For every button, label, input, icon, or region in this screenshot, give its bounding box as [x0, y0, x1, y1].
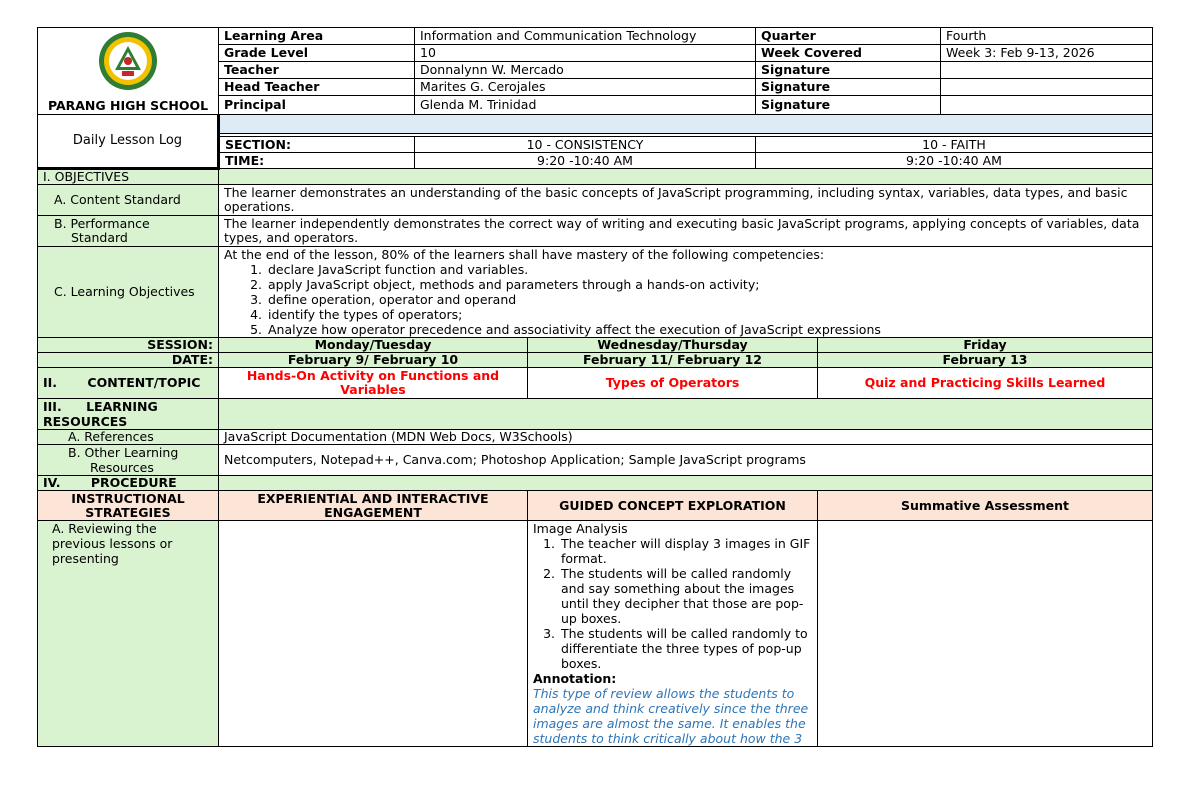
references-label: A. References	[38, 430, 219, 445]
procedure-label	[38, 476, 219, 491]
performance-label-line2: Standard	[71, 230, 128, 245]
topic-functions-variables: Hands-On Activity on Functions and Variables	[219, 368, 528, 399]
signature-principal-field	[941, 96, 1153, 115]
learning-resources-line1: LEARNING	[86, 399, 158, 414]
annotation-label: Annotation:	[533, 671, 617, 686]
guided-step-item: 3. The students will be called randomly to differentiate the three types of pop-up boxes.	[559, 626, 812, 671]
other-resources-line1: B. Other Learning	[68, 445, 179, 460]
time-label: TIME:	[219, 153, 415, 169]
lesson-log-table	[37, 27, 1153, 747]
guided-step-item: 1. The teacher will display 3 images in GIF format.	[559, 536, 812, 566]
content-topic-label	[38, 368, 219, 399]
learning-objective-item: 3. define operation, operator and operand	[266, 292, 1147, 307]
header-value-head-teacher: Marites G. Cerojales	[415, 79, 756, 96]
topic-types-of-operators: Types of Operators	[528, 368, 818, 399]
procedure-text: PROCEDURE	[90, 475, 177, 490]
learning-resources-label	[38, 399, 219, 430]
guided-cell-a	[528, 521, 818, 747]
date-friday: February 13	[818, 353, 1153, 368]
header-value-quarter: Fourth	[941, 28, 1153, 45]
guided-step-item: 2. The students will be called randomly and say something about the images until they decipher that those are pop-up boxes.	[559, 566, 812, 626]
performance-standard-label	[38, 216, 219, 247]
lesson-log-page	[37, 27, 1152, 747]
time-value-consistency: 9:20 -10:40 AM	[415, 153, 756, 169]
annotation-text: This type of review allows the students to analyze and think creatively since the three images are almost the same. It enables the students to think critically about how the 3	[533, 686, 809, 746]
school-name: PARANG HIGH SCHOOL	[47, 97, 209, 113]
content-standard-label: A. Content Standard	[38, 185, 219, 216]
content-standard-text: The learner demonstrates an understanding of the basic concepts of JavaScript programming, including syntax, variables, data types, and basic operations.	[219, 185, 1153, 216]
date-label: DATE:	[38, 353, 219, 368]
header-value-principal: Glenda M. Trinidad	[415, 96, 756, 115]
experiential-cell-a	[219, 521, 528, 747]
experiential-engagement-header: EXPERIENTIAL AND INTERACTIVE ENGAGEMENT	[219, 491, 528, 521]
section-label: SECTION:	[219, 137, 415, 153]
summative-cell-a	[818, 521, 1153, 747]
header-label-signature-teacher: Signature	[756, 62, 941, 79]
time-value-faith: 9:20 -10:40 AM	[756, 153, 1153, 169]
header-label-grade-level: Grade Level	[219, 45, 415, 62]
date-monday-tuesday: February 9/ February 10	[219, 353, 528, 368]
other-resources-line2: Resources	[90, 460, 154, 475]
image-analysis-title: Image Analysis	[533, 521, 628, 536]
school-logo-cell	[38, 28, 219, 115]
school-seal-icon	[43, 30, 213, 95]
header-label-signature-head: Signature	[756, 79, 941, 96]
header-label-head-teacher: Head Teacher	[219, 79, 415, 96]
guided-exploration-header: GUIDED CONCEPT EXPLORATION	[528, 491, 818, 521]
session-monday-tuesday: Monday/Tuesday	[219, 338, 528, 353]
learning-objectives-label: C. Learning Objectives	[38, 247, 219, 338]
header-label-signature-principal: Signature	[756, 96, 941, 115]
header-label-principal: Principal	[219, 96, 415, 115]
session-friday: Friday	[818, 338, 1153, 353]
learning-resources-num: III.	[43, 399, 62, 414]
signature-teacher-field	[941, 62, 1153, 79]
content-topic-text: CONTENT/TOPIC	[87, 375, 201, 390]
section-value-consistency: 10 - CONSISTENCY	[415, 137, 756, 153]
other-resources-text: Netcomputers, Notepad++, Canva.com; Photoshop Application; Sample JavaScript programs	[219, 445, 1153, 476]
learning-objectives-intro: At the end of the lesson, 80% of the learners shall have mastery of the following competencies:	[224, 247, 825, 262]
performance-standard-text: The learner independently demonstrates the correct way of writing and executing basic JavaScript programs, applying concepts of variables, data types, and operators.	[219, 216, 1153, 247]
header-label-learning-area: Learning Area	[219, 28, 415, 45]
learning-resources-fill	[219, 399, 1153, 430]
procedure-num: IV.	[43, 475, 61, 490]
header-value-week-covered: Week 3: Feb 9-13, 2026	[941, 45, 1153, 62]
instructional-strategies-header: INSTRUCTIONAL STRATEGIES	[38, 491, 219, 521]
signature-head-field	[941, 79, 1153, 96]
objectives-heading-fill	[219, 169, 1153, 185]
performance-label-line1: B. Performance	[54, 216, 150, 231]
header-value-learning-area: Information and Communication Technology	[415, 28, 756, 45]
learning-objective-item: 1. declare JavaScript function and variables.	[266, 262, 1147, 277]
references-text: JavaScript Documentation (MDN Web Docs, W3Schools)	[219, 430, 1153, 445]
header-label-week-covered: Week Covered	[756, 45, 941, 62]
topic-quiz: Quiz and Practicing Skills Learned	[818, 368, 1153, 399]
header-value-grade-level: 10	[415, 45, 756, 62]
learning-resources-line2: RESOURCES	[43, 414, 128, 429]
blue-spacer-row	[219, 115, 1153, 134]
daily-lesson-log-title: Daily Lesson Log	[38, 115, 219, 169]
other-resources-label	[38, 445, 219, 476]
learning-objective-item: 2. apply JavaScript object, methods and parameters through a hands-on activity;	[266, 277, 1147, 292]
date-wednesday-thursday: February 11/ February 12	[528, 353, 818, 368]
header-value-teacher: Donnalynn W. Mercado	[415, 62, 756, 79]
section-value-faith: 10 - FAITH	[756, 137, 1153, 153]
header-label-quarter: Quarter	[756, 28, 941, 45]
header-label-teacher: Teacher	[219, 62, 415, 79]
content-topic-num: II.	[43, 375, 58, 390]
procedure-fill	[219, 476, 1153, 491]
learning-objective-item: 4. identify the types of operators;	[266, 307, 1147, 322]
session-wednesday-thursday: Wednesday/Thursday	[528, 338, 818, 353]
learning-objectives-cell	[219, 247, 1153, 338]
summative-assessment-header: Summative Assessment	[818, 491, 1153, 521]
objectives-heading: I. OBJECTIVES	[38, 169, 219, 185]
session-label: SESSION:	[38, 338, 219, 353]
learning-objective-item: 5. Analyze how operator precedence and associativity affect the execution of JavaScript expressions	[266, 322, 1147, 337]
reviewing-previous-lessons-label: A. Reviewing the previous lessons or presenting	[38, 521, 219, 747]
